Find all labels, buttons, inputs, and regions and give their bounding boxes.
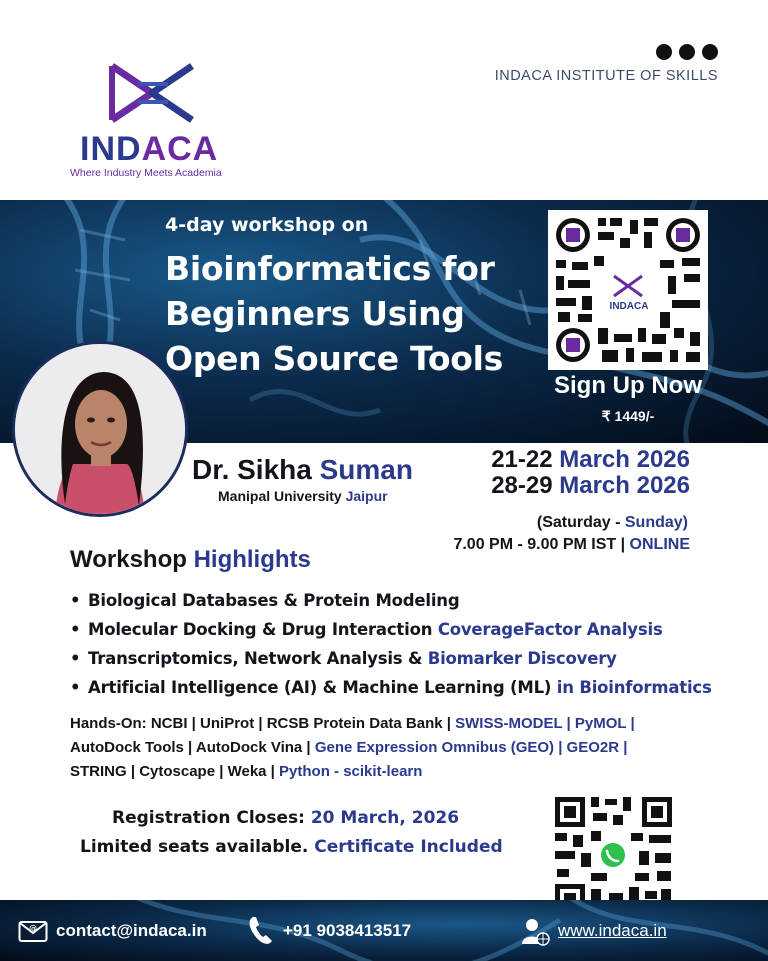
workshop-days: (Saturday - Sunday)	[536, 514, 688, 531]
phone-icon	[247, 915, 275, 947]
workshop-time: 7.00 PM - 9.00 PM IST | ONLINE	[453, 536, 690, 553]
email-contact[interactable]	[18, 900, 207, 961]
price-label: ₹ 1449/-	[601, 408, 655, 424]
indaca-logo-mark	[108, 62, 196, 124]
person-globe-icon	[520, 916, 550, 946]
signup-qr-code-icon[interactable]	[548, 210, 708, 370]
phone-number[interactable]: +91 9038413517	[283, 920, 412, 940]
three-dots-icon	[656, 44, 718, 60]
website-link[interactable]: www.indaca.in	[558, 920, 667, 940]
speaker-avatar	[12, 341, 188, 517]
svg-text:INDACA: INDACA	[609, 301, 649, 312]
phone-contact[interactable]	[247, 900, 411, 961]
list-item: • Molecular Docking & Drug Interaction CoverageFactor Analysis	[70, 620, 663, 639]
email-icon	[18, 919, 48, 943]
website-contact[interactable]	[520, 900, 667, 961]
svg-text:@: @	[29, 923, 37, 933]
workshop-title: Bioinformatics for Beginners Using Open Source Tools	[165, 249, 504, 378]
logo-wordmark: INDACA	[80, 130, 219, 168]
registration-deadline: Registration Closes: 20 March, 2026	[112, 808, 460, 828]
email-link[interactable]: contact@indaca.in	[56, 920, 207, 940]
workshop-kicker: 4-day workshop on	[165, 214, 369, 236]
highlights-heading: Workshop Highlights	[70, 546, 311, 573]
institute-name: INDACA INSTITUTE OF SKILLS	[494, 68, 718, 84]
contact-footer	[0, 900, 768, 961]
list-item: • Artificial Intelligence (AI) & Machine Learning (ML) in Bioinformatics	[70, 678, 712, 697]
signup-now-label[interactable]: Sign Up Now	[554, 372, 702, 399]
list-item: • Transcriptomics, Network Analysis & Biomarker Discovery	[70, 649, 617, 668]
highlights-list	[70, 586, 712, 702]
logo-tagline: Where Industry Meets Academia	[70, 167, 222, 179]
speaker-name: Dr. Sikha Suman	[192, 454, 413, 485]
speaker-affiliation: Manipal University Jaipur	[218, 488, 388, 504]
seats-certificate-note: Limited seats available. Certificate Included	[80, 837, 503, 857]
workshop-dates: 21-22 March 2026 28-29 March 2026	[491, 446, 690, 499]
list-item: • Biological Databases & Protein Modeling	[70, 591, 460, 610]
hands-on-tools: Hands-On: NCBI | UniProt | RCSB Protein Data Bank | SWISS-MODEL | PyMOL | AutoDock Tools | AutoDock Vina | Gene Expression Omnibus (GEO) | GEO2R | STRING | Cytoscape | Weka | Python - scikit-learn	[70, 715, 635, 780]
